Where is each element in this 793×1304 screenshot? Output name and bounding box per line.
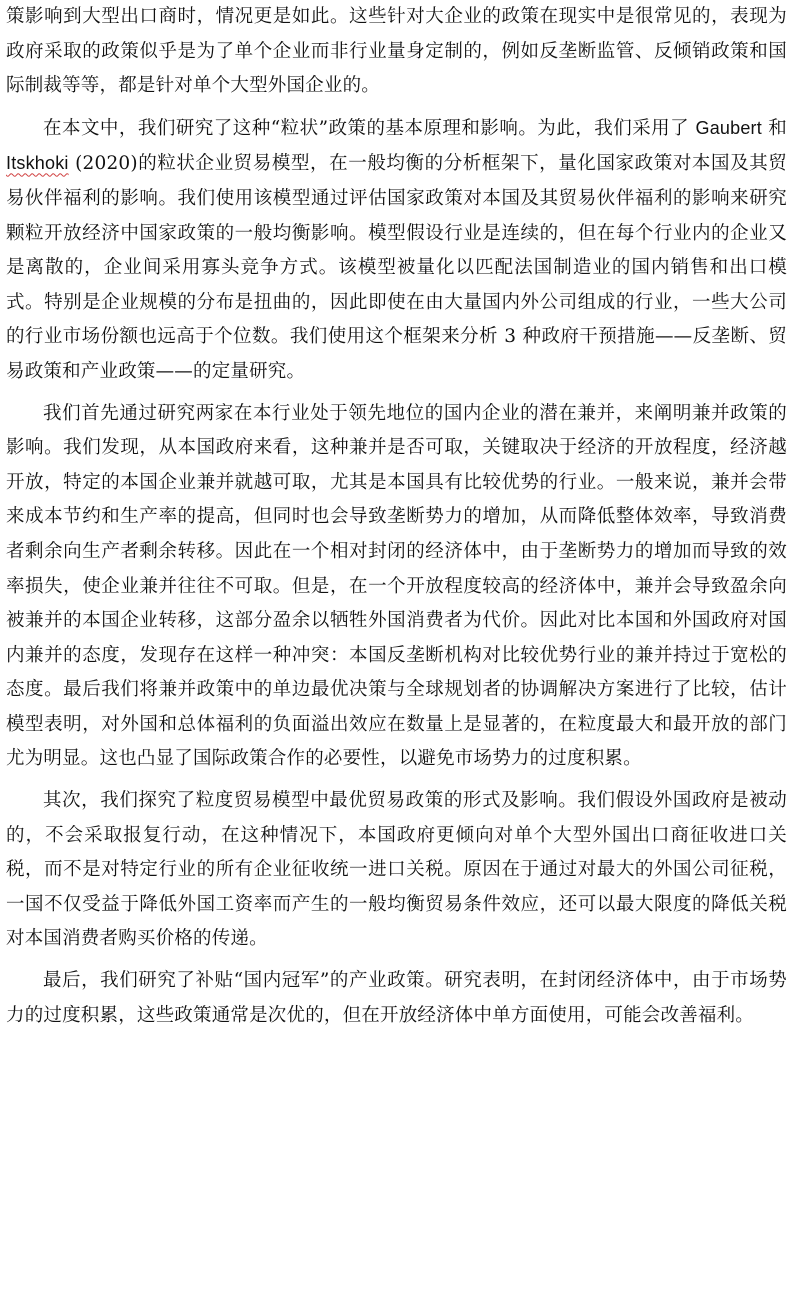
paragraph-4: 其次，我们探究了粒度贸易模型中最优贸易政策的形式及影响。我们假设外国政府是被动的，不会采取报复行动，在这种情况下，本国政府更倾向对单个大型外国出口商征收进口关税，而不是对特定行业的所有企业征收统一进口关税。原因在于通过对最大的外国公司征税，一国不仅受益于降低外国工资率而产生的一般均衡贸易条件效应，还可以最大限度的降低关税对本国消费者购买价格的传递。	[6, 790, 787, 950]
paragraph-2-conjunction: 和	[761, 117, 788, 139]
paragraph-3: 我们首先通过研究两家在本行业处于领先地位的国内企业的潜在兼并，来阐明兼并政策的影响。我们发现，从本国政府来看，这种兼并是否可取，关键取决于经济的开放程度，经济越开放，特定的本国企业兼并就越可取，尤其是本国具有比较优势的行业。一般来说，兼并会带来成本节约和生产率的提高，但同时也会导致垄断势力的增加，从而降低整体效率，导致消费者剩余向生产者剩余转移。因此在一个相对封闭的经济体中，由于垄断势力的增加而导致的效率损失，使企业兼并往往不可取。但是，在一个开放程度较高的经济体中，兼并会导致盈余向被兼并的本国企业转移，这部分盈余以牺牲外国消费者为代价。因此对比本国和外国政府对国内兼并的态度，发现存在这样一种冲突：本国反垄断机构对比较优势行业的兼并持过于宽松的态度。最后我们将兼并政策中的单边最优决策与全球规划者的协调解决方案进行了比较，估计模型表明，对外国和总体福利的负面溢出效应在数量上是显著的，在粒度最大和最开放的部门尤为明显。这也凸显了国际政策合作的必要性，以避免市场势力的过度积累。	[6, 402, 787, 770]
paragraph-5: 最后，我们研究了补贴“国内冠军”的产业政策。研究表明，在封闭经济体中，由于市场势力的过度积累，这些政策通常是次优的，但在开放经济体中单方面使用，可能会改善福利。	[6, 970, 787, 1026]
paragraph-2	[6, 111, 787, 390]
paragraph-2-text-b: (2020)的粒状企业贸易模型，在一般均衡的分析框架下，量化国家政策对本国及其贸易伙伴福利的影响。我们使用该模型通过评估国家政策对本国及其贸易伙伴福利的影响来研究颗粒开放经济中国家政策的一般均衡影响。模型假设行业是连续的，但在每个行业内的企业又是离散的，企业间采用寡头竞争方式。该模型被量化以匹配法国制造业的国内销售和出口模式。特别是企业规模的分布是扭曲的，因此即使在由大量国内外公司组成的行业，一些大公司的行业市场份额也远高于个位数。我们使用这个框架来分析 3 种政府干预措施——反垄断、贸易政策和产业政策——的定量研究。	[6, 153, 787, 382]
paragraph-1: 策影响到大型出口商时，情况更是如此。这些针对大企业的政策在现实中是很常见的，表现为政府采取的政策似乎是为了单个企业而非行业量身定制的，例如反垄断监管、反倾销政策和国际制裁等等，都是针对单个大型外国企业的。	[6, 6, 787, 97]
citation-author-gaubert: Gaubert	[695, 117, 762, 138]
paragraph-2-text-a: 在本文中，我们研究了这种“粒状”政策的基本原理和影响。为此，我们采用了	[43, 117, 696, 139]
citation-author-itskhoki: Itskhoki	[6, 153, 69, 174]
